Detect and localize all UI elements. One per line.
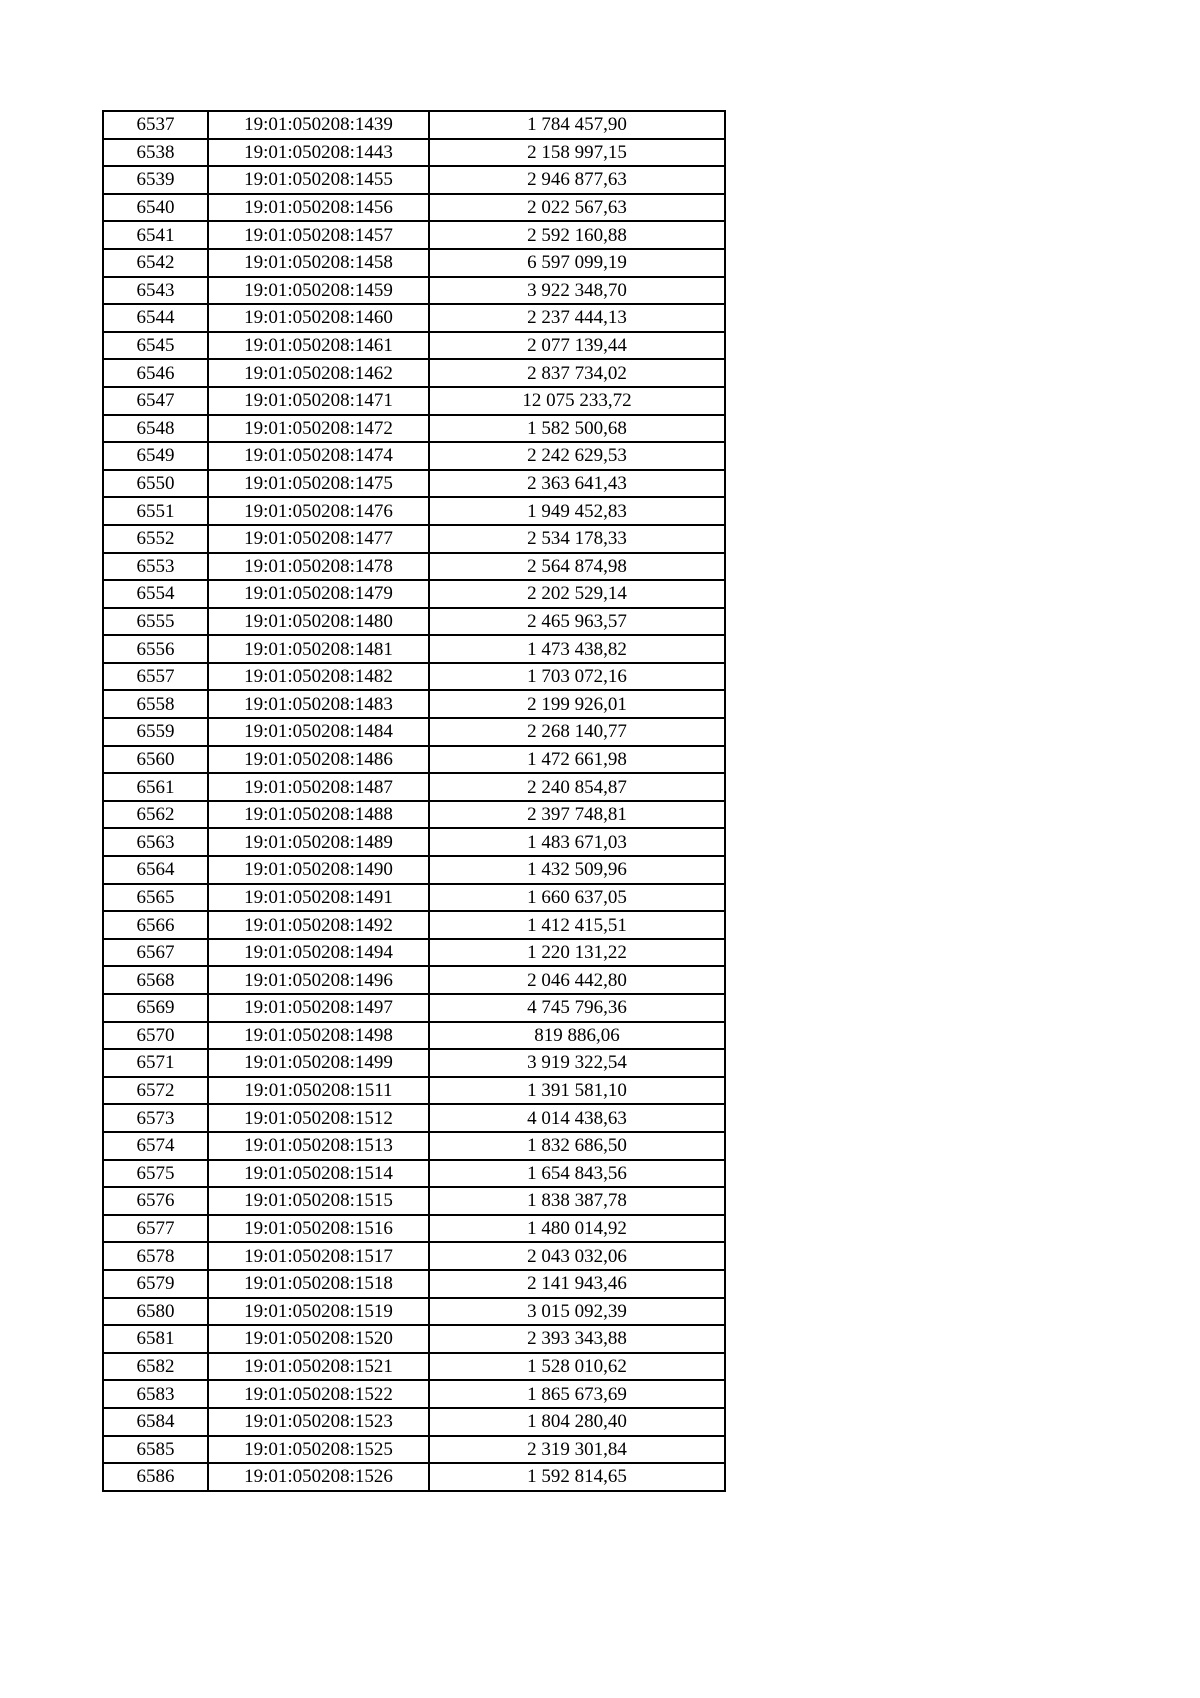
value-cell: 1 832 686,50 xyxy=(429,1132,725,1160)
cadastral-number-cell: 19:01:050208:1515 xyxy=(208,1187,429,1215)
cadastral-number-cell: 19:01:050208:1512 xyxy=(208,1104,429,1132)
cadastral-number-cell: 19:01:050208:1490 xyxy=(208,856,429,884)
table-row xyxy=(103,1022,725,1050)
table-row xyxy=(103,332,725,360)
cadastral-number-cell: 19:01:050208:1462 xyxy=(208,359,429,387)
value-cell: 2 202 529,14 xyxy=(429,580,725,608)
table-row xyxy=(103,773,725,801)
table-row xyxy=(103,1353,725,1381)
cadastral-number-cell: 19:01:050208:1457 xyxy=(208,221,429,249)
table-row xyxy=(103,1325,725,1353)
row-number-cell: 6584 xyxy=(103,1408,208,1436)
cadastral-number-cell: 19:01:050208:1477 xyxy=(208,525,429,553)
table-row xyxy=(103,166,725,194)
table-row xyxy=(103,497,725,525)
row-number-cell: 6574 xyxy=(103,1132,208,1160)
value-cell: 1 654 843,56 xyxy=(429,1160,725,1188)
table-row xyxy=(103,470,725,498)
value-cell: 2 946 877,63 xyxy=(429,166,725,194)
table-row xyxy=(103,966,725,994)
row-number-cell: 6539 xyxy=(103,166,208,194)
cadastral-number-cell: 19:01:050208:1479 xyxy=(208,580,429,608)
cadastral-number-cell: 19:01:050208:1486 xyxy=(208,746,429,774)
table-row xyxy=(103,194,725,222)
row-number-cell: 6576 xyxy=(103,1187,208,1215)
value-cell: 1 472 661,98 xyxy=(429,746,725,774)
value-cell: 2 393 343,88 xyxy=(429,1325,725,1353)
value-cell: 2 465 963,57 xyxy=(429,608,725,636)
value-cell: 1 432 509,96 xyxy=(429,856,725,884)
value-cell: 2 592 160,88 xyxy=(429,221,725,249)
value-cell: 2 141 943,46 xyxy=(429,1270,725,1298)
value-cell: 1 660 637,05 xyxy=(429,884,725,912)
row-number-cell: 6582 xyxy=(103,1353,208,1381)
table-row xyxy=(103,111,725,139)
value-cell: 2 046 442,80 xyxy=(429,966,725,994)
cadastral-number-cell: 19:01:050208:1489 xyxy=(208,828,429,856)
table-row xyxy=(103,553,725,581)
table-row xyxy=(103,1408,725,1436)
value-cell: 1 483 671,03 xyxy=(429,828,725,856)
cadastral-number-cell: 19:01:050208:1483 xyxy=(208,690,429,718)
row-number-cell: 6572 xyxy=(103,1077,208,1105)
row-number-cell: 6538 xyxy=(103,139,208,167)
cadastral-number-cell: 19:01:050208:1480 xyxy=(208,608,429,636)
cadastral-number-cell: 19:01:050208:1518 xyxy=(208,1270,429,1298)
row-number-cell: 6558 xyxy=(103,690,208,718)
value-cell: 1 480 014,92 xyxy=(429,1215,725,1243)
table-row xyxy=(103,442,725,470)
value-cell: 1 528 010,62 xyxy=(429,1353,725,1381)
cadastral-number-cell: 19:01:050208:1498 xyxy=(208,1022,429,1050)
cadastral-number-cell: 19:01:050208:1471 xyxy=(208,387,429,415)
table-row xyxy=(103,1077,725,1105)
cadastral-number-cell: 19:01:050208:1459 xyxy=(208,277,429,305)
table-row xyxy=(103,277,725,305)
value-cell: 2 837 734,02 xyxy=(429,359,725,387)
table-row xyxy=(103,746,725,774)
table-row xyxy=(103,828,725,856)
value-cell: 2 158 997,15 xyxy=(429,139,725,167)
value-cell: 2 077 139,44 xyxy=(429,332,725,360)
cadastral-number-cell: 19:01:050208:1484 xyxy=(208,718,429,746)
cadastral-number-cell: 19:01:050208:1492 xyxy=(208,911,429,939)
row-number-cell: 6581 xyxy=(103,1325,208,1353)
row-number-cell: 6553 xyxy=(103,553,208,581)
value-cell: 819 886,06 xyxy=(429,1022,725,1050)
row-number-cell: 6555 xyxy=(103,608,208,636)
cadastral-number-cell: 19:01:050208:1521 xyxy=(208,1353,429,1381)
row-number-cell: 6546 xyxy=(103,359,208,387)
row-number-cell: 6560 xyxy=(103,746,208,774)
table-row xyxy=(103,663,725,691)
table-row xyxy=(103,359,725,387)
table-row xyxy=(103,304,725,332)
value-cell: 1 949 452,83 xyxy=(429,497,725,525)
cadastral-number-cell: 19:01:050208:1519 xyxy=(208,1298,429,1326)
row-number-cell: 6544 xyxy=(103,304,208,332)
row-number-cell: 6543 xyxy=(103,277,208,305)
table-row xyxy=(103,415,725,443)
value-cell: 2 319 301,84 xyxy=(429,1436,725,1464)
cadastral-number-cell: 19:01:050208:1476 xyxy=(208,497,429,525)
row-number-cell: 6569 xyxy=(103,994,208,1022)
table-row xyxy=(103,525,725,553)
value-cell: 2 268 140,77 xyxy=(429,718,725,746)
value-cell: 2 363 641,43 xyxy=(429,470,725,498)
cadastral-number-cell: 19:01:050208:1511 xyxy=(208,1077,429,1105)
table-row xyxy=(103,635,725,663)
row-number-cell: 6542 xyxy=(103,249,208,277)
table-row xyxy=(103,1132,725,1160)
cadastral-number-cell: 19:01:050208:1461 xyxy=(208,332,429,360)
row-number-cell: 6557 xyxy=(103,663,208,691)
table-row xyxy=(103,1463,725,1491)
table-row xyxy=(103,911,725,939)
row-number-cell: 6568 xyxy=(103,966,208,994)
table-row xyxy=(103,1187,725,1215)
value-cell: 1 473 438,82 xyxy=(429,635,725,663)
table-row xyxy=(103,580,725,608)
value-cell: 1 838 387,78 xyxy=(429,1187,725,1215)
table-row xyxy=(103,608,725,636)
table-row xyxy=(103,1160,725,1188)
cadastral-number-cell: 19:01:050208:1522 xyxy=(208,1380,429,1408)
cadastral-number-cell: 19:01:050208:1475 xyxy=(208,470,429,498)
row-number-cell: 6552 xyxy=(103,525,208,553)
row-number-cell: 6567 xyxy=(103,939,208,967)
row-number-cell: 6550 xyxy=(103,470,208,498)
row-number-cell: 6541 xyxy=(103,221,208,249)
table-row xyxy=(103,221,725,249)
cadastral-number-cell: 19:01:050208:1460 xyxy=(208,304,429,332)
value-cell: 1 804 280,40 xyxy=(429,1408,725,1436)
row-number-cell: 6554 xyxy=(103,580,208,608)
table-row xyxy=(103,1436,725,1464)
cadastral-number-cell: 19:01:050208:1496 xyxy=(208,966,429,994)
cadastral-number-cell: 19:01:050208:1491 xyxy=(208,884,429,912)
row-number-cell: 6586 xyxy=(103,1463,208,1491)
cadastral-number-cell: 19:01:050208:1456 xyxy=(208,194,429,222)
row-number-cell: 6579 xyxy=(103,1270,208,1298)
value-cell: 1 703 072,16 xyxy=(429,663,725,691)
cadastral-number-cell: 19:01:050208:1481 xyxy=(208,635,429,663)
row-number-cell: 6578 xyxy=(103,1242,208,1270)
cadastral-number-cell: 19:01:050208:1494 xyxy=(208,939,429,967)
row-number-cell: 6551 xyxy=(103,497,208,525)
value-cell: 1 412 415,51 xyxy=(429,911,725,939)
table-row xyxy=(103,884,725,912)
value-cell: 2 534 178,33 xyxy=(429,525,725,553)
value-cell: 3 922 348,70 xyxy=(429,277,725,305)
value-cell: 1 784 457,90 xyxy=(429,111,725,139)
value-cell: 1 220 131,22 xyxy=(429,939,725,967)
cadastral-number-cell: 19:01:050208:1455 xyxy=(208,166,429,194)
table-row xyxy=(103,249,725,277)
cadastral-number-cell: 19:01:050208:1520 xyxy=(208,1325,429,1353)
cadastral-number-cell: 19:01:050208:1482 xyxy=(208,663,429,691)
value-cell: 2 237 444,13 xyxy=(429,304,725,332)
table-row xyxy=(103,994,725,1022)
table-row xyxy=(103,139,725,167)
value-cell: 1 582 500,68 xyxy=(429,415,725,443)
row-number-cell: 6565 xyxy=(103,884,208,912)
table-row xyxy=(103,718,725,746)
cadastral-number-cell: 19:01:050208:1513 xyxy=(208,1132,429,1160)
value-cell: 6 597 099,19 xyxy=(429,249,725,277)
row-number-cell: 6571 xyxy=(103,1049,208,1077)
cadastral-number-cell: 19:01:050208:1478 xyxy=(208,553,429,581)
row-number-cell: 6564 xyxy=(103,856,208,884)
row-number-cell: 6545 xyxy=(103,332,208,360)
cadastral-number-cell: 19:01:050208:1472 xyxy=(208,415,429,443)
row-number-cell: 6559 xyxy=(103,718,208,746)
cadastral-number-cell: 19:01:050208:1497 xyxy=(208,994,429,1022)
table-row xyxy=(103,1104,725,1132)
cadastral-number-cell: 19:01:050208:1514 xyxy=(208,1160,429,1188)
value-cell: 4 745 796,36 xyxy=(429,994,725,1022)
value-cell: 2 022 567,63 xyxy=(429,194,725,222)
cadastral-number-cell: 19:01:050208:1526 xyxy=(208,1463,429,1491)
table-row xyxy=(103,856,725,884)
row-number-cell: 6566 xyxy=(103,911,208,939)
table-body xyxy=(103,111,725,1491)
table-row xyxy=(103,1049,725,1077)
row-number-cell: 6562 xyxy=(103,801,208,829)
row-number-cell: 6563 xyxy=(103,828,208,856)
value-cell: 2 397 748,81 xyxy=(429,801,725,829)
cadastral-number-cell: 19:01:050208:1443 xyxy=(208,139,429,167)
value-cell: 3 919 322,54 xyxy=(429,1049,725,1077)
row-number-cell: 6556 xyxy=(103,635,208,663)
value-cell: 2 240 854,87 xyxy=(429,773,725,801)
value-cell: 2 043 032,06 xyxy=(429,1242,725,1270)
table-row xyxy=(103,690,725,718)
table-row xyxy=(103,939,725,967)
row-number-cell: 6561 xyxy=(103,773,208,801)
data-table xyxy=(102,110,726,1492)
value-cell: 2 564 874,98 xyxy=(429,553,725,581)
value-cell: 1 391 581,10 xyxy=(429,1077,725,1105)
row-number-cell: 6537 xyxy=(103,111,208,139)
row-number-cell: 6540 xyxy=(103,194,208,222)
cadastral-number-cell: 19:01:050208:1523 xyxy=(208,1408,429,1436)
row-number-cell: 6580 xyxy=(103,1298,208,1326)
cadastral-number-cell: 19:01:050208:1499 xyxy=(208,1049,429,1077)
row-number-cell: 6585 xyxy=(103,1436,208,1464)
row-number-cell: 6577 xyxy=(103,1215,208,1243)
table-row xyxy=(103,1380,725,1408)
row-number-cell: 6575 xyxy=(103,1160,208,1188)
row-number-cell: 6573 xyxy=(103,1104,208,1132)
value-cell: 2 242 629,53 xyxy=(429,442,725,470)
row-number-cell: 6547 xyxy=(103,387,208,415)
cadastral-number-cell: 19:01:050208:1487 xyxy=(208,773,429,801)
table-row xyxy=(103,1242,725,1270)
table-row xyxy=(103,801,725,829)
value-cell: 12 075 233,72 xyxy=(429,387,725,415)
table-row xyxy=(103,1298,725,1326)
cadastral-number-cell: 19:01:050208:1516 xyxy=(208,1215,429,1243)
value-cell: 2 199 926,01 xyxy=(429,690,725,718)
cadastral-number-cell: 19:01:050208:1488 xyxy=(208,801,429,829)
cadastral-number-cell: 19:01:050208:1439 xyxy=(208,111,429,139)
row-number-cell: 6549 xyxy=(103,442,208,470)
value-cell: 4 014 438,63 xyxy=(429,1104,725,1132)
cadastral-number-cell: 19:01:050208:1458 xyxy=(208,249,429,277)
row-number-cell: 6570 xyxy=(103,1022,208,1050)
cadastral-number-cell: 19:01:050208:1517 xyxy=(208,1242,429,1270)
value-cell: 1 592 814,65 xyxy=(429,1463,725,1491)
value-cell: 1 865 673,69 xyxy=(429,1380,725,1408)
table-row xyxy=(103,1215,725,1243)
row-number-cell: 6583 xyxy=(103,1380,208,1408)
row-number-cell: 6548 xyxy=(103,415,208,443)
cadastral-number-cell: 19:01:050208:1474 xyxy=(208,442,429,470)
value-cell: 3 015 092,39 xyxy=(429,1298,725,1326)
cadastral-number-cell: 19:01:050208:1525 xyxy=(208,1436,429,1464)
table-row xyxy=(103,387,725,415)
table-row xyxy=(103,1270,725,1298)
